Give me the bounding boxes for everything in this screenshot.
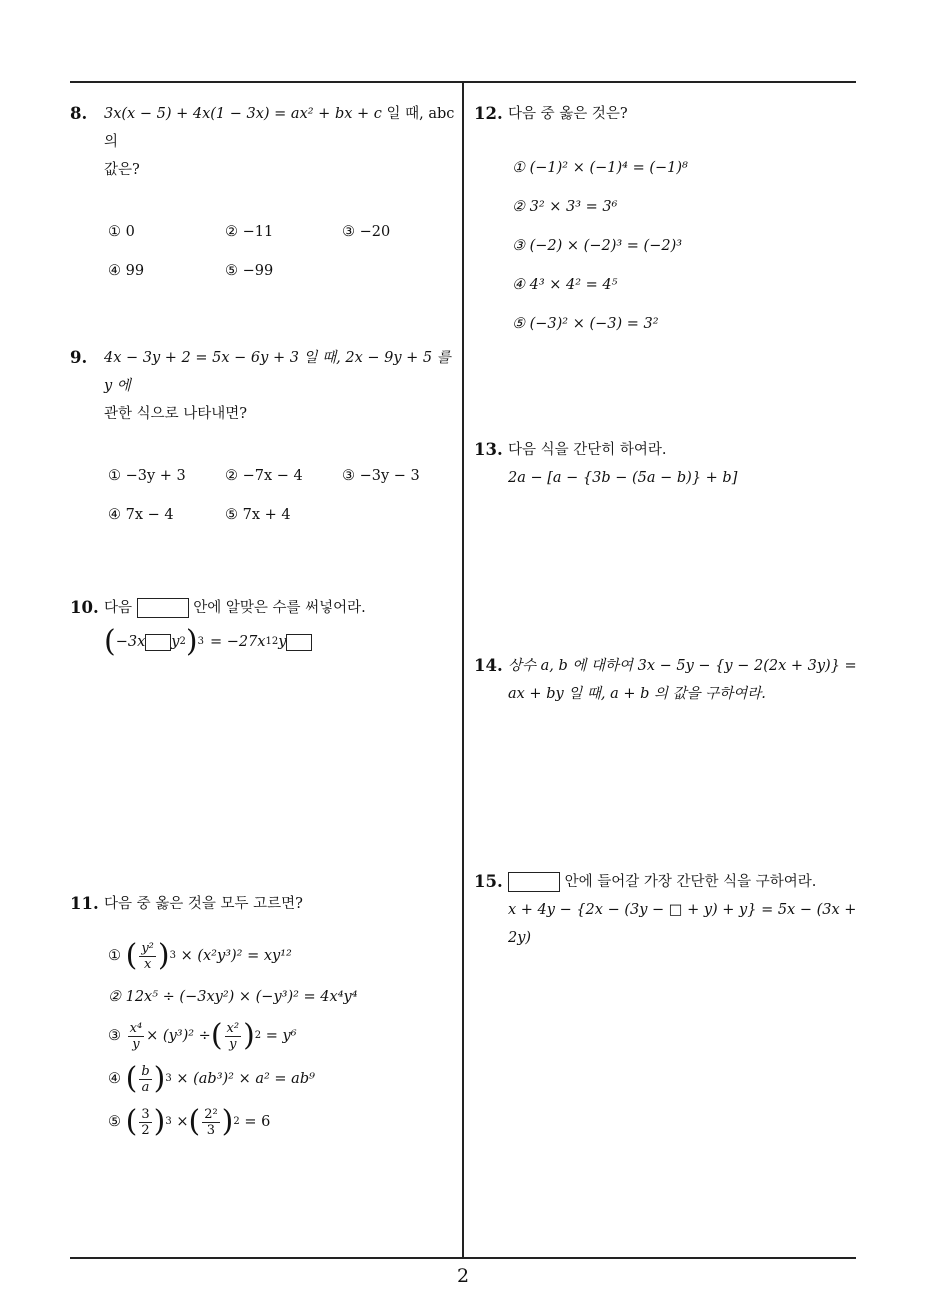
choice-mark: ③: [108, 1028, 121, 1044]
choice-4[interactable]: ④ 4³ × 4² = 4⁵: [512, 276, 618, 293]
rhs-term: = −27x: [209, 634, 266, 650]
choice-rest: × (ab³)² × a² = ab⁹: [176, 1071, 315, 1087]
numerator: y²: [141, 940, 154, 956]
right-paren: ): [185, 624, 198, 659]
lhs-term: −3x: [115, 634, 146, 650]
question-8: [70, 100, 460, 290]
exponent-box-1[interactable]: [145, 634, 171, 651]
exponent-box-2[interactable]: [286, 634, 312, 651]
choice-rest: = y⁶: [265, 1028, 297, 1044]
question-13: [474, 436, 864, 492]
choice-list: [108, 456, 460, 534]
page-number: 2: [456, 1265, 470, 1287]
right-paren: ): [153, 1061, 166, 1096]
denominator: 3: [206, 1122, 216, 1138]
question-number: 15.: [474, 872, 503, 891]
question-number: 13.: [474, 440, 503, 459]
fraction: [139, 1064, 151, 1095]
choice-text: ② 12x⁵ ÷ (−3xy²) × (−y³)² = 4x⁴y⁴: [108, 989, 358, 1005]
column-divider: [462, 82, 464, 1258]
bottom-rule: [70, 1257, 856, 1259]
question-number: 8.: [70, 104, 88, 123]
question-stem: 다음 중 옳은 것을 모두 고르면?: [104, 896, 303, 912]
stem-line-2: 값은?: [104, 162, 140, 178]
question-stem: [508, 868, 864, 896]
right-paren: ): [157, 938, 170, 973]
question-9: [70, 344, 460, 534]
choice-2[interactable]: ② −7x − 4: [225, 467, 303, 484]
stem-tail: 일 때, abc 의: [104, 106, 455, 150]
choice-1[interactable]: ① −3y + 3: [108, 467, 186, 484]
stem-line-1: 상수 a, b 에 대하여 3x − 5y − {y − 2(2x + 3y)} =: [508, 658, 857, 674]
choice-1[interactable]: ① (−1)² × (−1)⁴ = (−1)⁸: [512, 159, 688, 176]
numerator: b: [141, 1063, 150, 1079]
choice-2[interactable]: ② 3² × 3³ = 3⁶: [512, 198, 618, 215]
question-number: 10.: [70, 598, 99, 617]
question-number: 9.: [70, 348, 88, 367]
question-11: [70, 890, 460, 1144]
choice-mark: ①: [108, 948, 121, 964]
question-stem: 다음 식을 간단히 하여라.: [508, 442, 667, 458]
answer-box[interactable]: [137, 598, 189, 618]
left-paren: (: [125, 938, 138, 973]
question-number: 14.: [474, 656, 503, 675]
choice-mid: ×: [176, 1114, 189, 1130]
denominator: 2: [141, 1122, 150, 1138]
choice-rest: × (x²y³)² = xy¹²: [180, 948, 292, 964]
choice-4[interactable]: ④ ( $\frac{b}{a}$ ) 3 × (ab³)² × a² = ab⁹: [108, 1061, 315, 1096]
fraction-1: [128, 1021, 145, 1052]
choice-2[interactable]: [108, 980, 460, 1014]
choice-1[interactable]: ① ( $\frac{\text{y²}}{x}$ ) 3 × (x²y³)² = xy¹²: [108, 938, 292, 973]
rhs-y: y: [278, 634, 287, 650]
choice-list: [108, 212, 460, 290]
numerator: 3: [141, 1106, 150, 1122]
right-paren: ): [153, 1104, 166, 1139]
fraction-2: [202, 1107, 219, 1138]
choice-list: [512, 148, 864, 343]
question-stem: [104, 344, 460, 428]
left-paren: (: [210, 1018, 223, 1053]
expression: x + 4y − {2x − (3y − □ + y) + y} = 5x − (3x + 2y): [508, 902, 857, 946]
question-number: 12.: [474, 104, 503, 123]
fraction-1: [139, 1107, 151, 1138]
question-12: [474, 100, 864, 343]
choice-list: [108, 932, 460, 1144]
choice-3[interactable]: ③ −3y − 3: [342, 467, 420, 484]
numerator: 2²: [204, 1106, 218, 1122]
question-14: [474, 652, 864, 708]
stem-equation: 3x(x − 5) + 4x(1 − 3x) = ax² + bx + c: [104, 106, 382, 122]
stem-line-2: ax + by 일 때, a + b 의 값을 구하여라.: [508, 686, 766, 702]
choice-3[interactable]: ③ (−2) × (−2)³ = (−2)³: [512, 237, 683, 254]
numerator: x⁴: [129, 1020, 143, 1036]
fraction-2: [225, 1021, 242, 1052]
choice-rest: = 6: [244, 1114, 271, 1130]
stem-line-2: 관한 식으로 나타내면?: [104, 406, 248, 422]
question-stem: 다음 중 옳은 것은?: [508, 106, 628, 122]
question-stem: [104, 594, 460, 622]
denominator: y: [132, 1036, 140, 1052]
equation: ( −3x y 2 ) 3 = −27x 12 y: [104, 628, 460, 656]
stem-post: 안에 들어갈 가장 간단한 식을 구하여라.: [564, 874, 817, 890]
denominator: x: [143, 956, 152, 972]
left-paren: (: [104, 624, 116, 659]
choice-5[interactable]: ⑤ 7x + 4: [225, 506, 291, 523]
question-stem: [508, 652, 864, 708]
stem-line-1: 4x − 3y + 2 = 5x − 6y + 3 일 때, 2x − 9y + 5 를 y 에: [104, 350, 451, 394]
stem-post: 안에 알맞은 수를 써넣어라.: [193, 600, 366, 616]
choice-5[interactable]: ⑤ ( $\frac{3}{2}$ ) 3 × ( $\frac{\text{2²}}{3}$ ) 2 = 6: [108, 1104, 271, 1139]
choice-1[interactable]: ① 0: [108, 223, 135, 240]
question-stem: [104, 100, 460, 184]
numerator: x²: [226, 1020, 240, 1036]
question-15: [474, 868, 864, 952]
right-paren: ): [243, 1018, 255, 1053]
choice-3[interactable]: ③ −20: [342, 223, 391, 240]
choice-2[interactable]: ② −11: [225, 223, 274, 240]
choice-5[interactable]: ⑤ −99: [225, 262, 274, 279]
question-10: [70, 594, 460, 659]
choice-mark: ④: [108, 1071, 121, 1087]
choice-3[interactable]: ③ $\frac{\text{x⁴}}{y}$ × (y³)² ÷ ( $\frac{\text{x²}}{y}$ ) 2 = y⁶: [108, 1018, 297, 1053]
left-paren: (: [188, 1104, 201, 1139]
question-number: 11.: [70, 894, 99, 913]
choice-mark: ⑤: [108, 1114, 121, 1130]
denominator: a: [141, 1079, 150, 1095]
expression: 2a − [a − {3b − (5a − b)} + b]: [508, 470, 738, 486]
right-paren: ): [221, 1104, 234, 1139]
answer-box[interactable]: [508, 872, 560, 892]
choice-mid: × (y³)² ÷: [146, 1028, 211, 1044]
choice-4[interactable]: ④ 99: [108, 262, 145, 279]
lhs-y: y: [171, 634, 180, 650]
left-paren: (: [125, 1061, 138, 1096]
choice-5[interactable]: ⑤ (−3)² × (−3) = 3²: [512, 315, 659, 332]
choice-4[interactable]: ④ 7x − 4: [108, 506, 174, 523]
fraction: [139, 941, 156, 972]
denominator: y: [229, 1036, 237, 1052]
stem-pre: 다음: [104, 600, 133, 616]
left-paren: (: [125, 1104, 138, 1139]
